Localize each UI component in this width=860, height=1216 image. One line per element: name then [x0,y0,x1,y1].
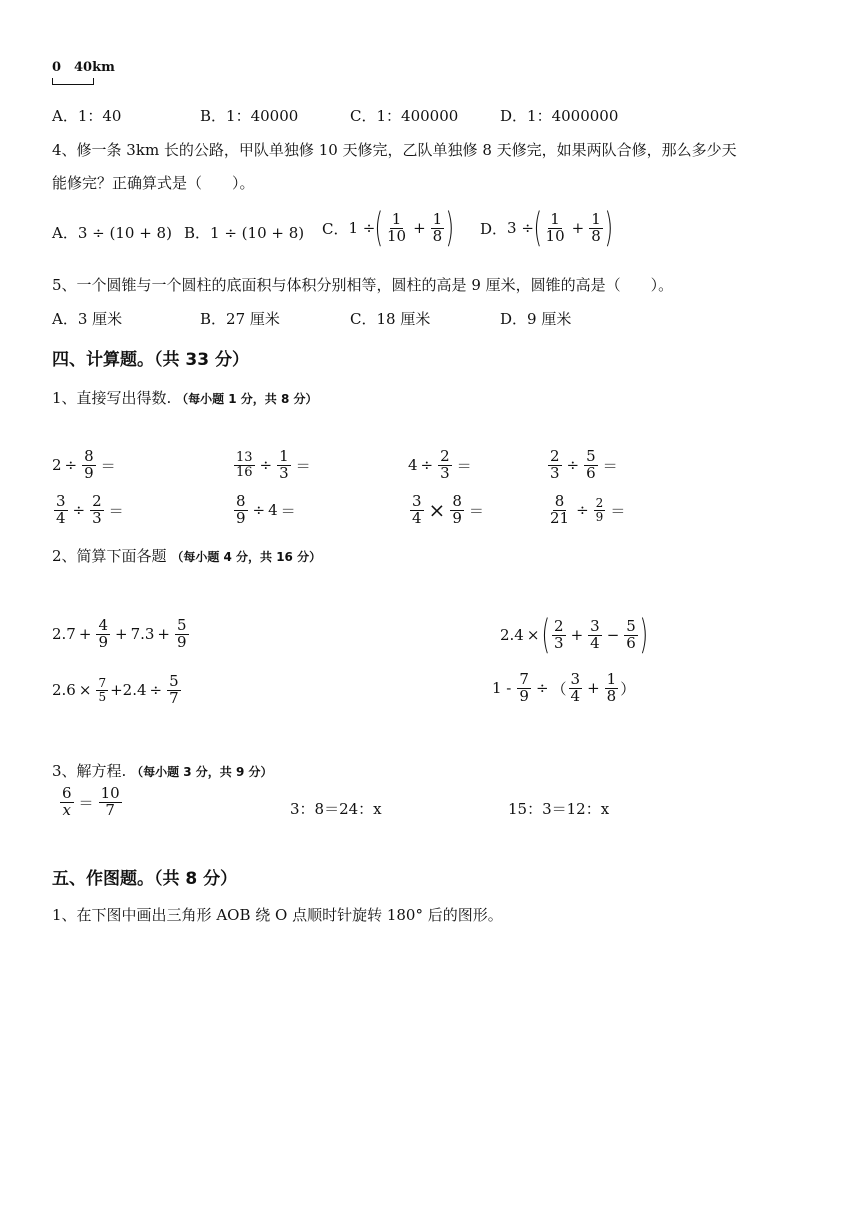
multiply-sign: × [428,498,446,523]
fraction: $\frac{1}{8}$ [432,209,443,245]
part-note: （每小题 3 分，共 9 分） [131,765,273,779]
q5-option-a: A．3 厘米 [52,310,123,328]
option-label: D． [480,219,508,238]
divide-sign: ÷ [566,456,580,475]
scale-zero: 0 [52,60,62,75]
simplify-expr-4 [492,672,635,705]
fraction: $\frac{3}{4}$ [412,492,422,527]
multiply-sign: × [526,626,540,644]
equals-sign: ＝ [280,501,296,520]
simplify-expr-1 [52,618,191,651]
part-label: 2、简算下面各题 [52,547,167,565]
left-paren: ( [533,205,543,251]
option-label: C． [322,219,349,238]
option-prefix: 3 ÷ [507,219,534,237]
right-paren: ） [620,679,636,698]
q3-option-a: A．1：40 [52,107,122,125]
equals-sign: ＝ [610,501,626,520]
q3-option-b: B．1：40000 [200,107,299,125]
right-paren: ) [639,612,648,658]
equation-3: 15：3＝12：x [508,800,610,818]
calc-expr-7 [408,494,487,527]
q5-option-b: B．27 厘米 [200,310,280,328]
fraction: $\frac{1}{3}$ [279,447,289,482]
plus-sign: + [570,626,584,644]
fraction: $\frac{8}{9}$ [236,492,246,527]
scale-bar [52,78,94,85]
q5-option-d: D．9 厘米 [500,310,572,328]
fraction: 3 4 [570,670,581,705]
fraction: 1 10 [545,209,565,245]
number: +2.4 [110,681,147,700]
divide-sign: ÷ [259,456,273,475]
equals-sign: ＝ [100,456,116,475]
equation-1 [58,786,124,819]
minus-sign: − [606,626,620,644]
plus-sign: + [413,219,426,237]
calc-expr-2 [232,449,314,482]
fraction: $\frac{8}{9}$ [84,447,94,482]
section4-title: 四、计算题。（共 33 分） [52,350,249,370]
scale-value: 40km [74,60,115,75]
divide-sign: ÷ [64,456,78,475]
q4-text-line2: 能修完？正确算式是（ ）。 [52,174,255,192]
part-label: 3、解方程. [52,762,127,780]
q4-option-d [480,205,613,251]
fraction: $\frac{3}{4}$ [56,492,66,527]
equation-2: 3：8＝24：x [290,800,382,818]
plus-sign: + [157,625,170,644]
calc-expr-6 [232,494,299,527]
number: 2 [52,456,62,475]
left-paren: ( [541,612,551,658]
calc-expr-3 [408,449,475,482]
part-label: 1、直接写出得数. [52,389,172,407]
left-paren: （ [551,679,567,698]
fraction: 1 10 [386,209,407,245]
q3-option-c: C．1：400000 [350,107,459,125]
fraction: 6 x [62,784,72,819]
simplify-expr-3 [52,674,183,707]
equals-sign: ＝ [468,501,484,520]
number: 7.3 [130,625,155,644]
fraction: $\frac{8}{21}$ [550,492,570,527]
divide-sign: ÷ [252,501,266,520]
left-paren: ( [374,205,384,251]
number: 2.6 [52,681,76,700]
section5-question1: 1、在下图中画出三角形 AOB 绕 O 点顺时针旋转 180° 后的图形。 [52,906,503,924]
option-label: A． [52,224,78,242]
divide-sign: ÷ [576,501,589,520]
q4-option-a [52,222,172,243]
number: 2.7 [52,625,76,644]
fraction: 2 3 [554,616,564,652]
divide-sign: ÷ [535,679,549,698]
fraction: $\frac{5}{6}$ [626,616,636,652]
fraction: $\frac{13}{16}$ [236,450,253,480]
fraction: $\frac{2}{9}$ [595,496,604,524]
plus-sign: + [571,219,585,237]
part-note: （每小题 1 分，共 8 分） [176,392,318,406]
section4-part1-heading [52,387,318,408]
fraction: $\frac{1}{8}$ [591,209,601,245]
fraction: $\frac{2}{3}$ [440,447,450,482]
q4-option-c [322,205,455,251]
plus-sign: + [114,625,128,644]
fraction: $\frac{5}{6}$ [586,447,596,482]
number: 2.4 [500,626,524,644]
fraction: $\frac{5}{7}$ [169,672,179,707]
fraction: $\frac{8}{9}$ [452,492,462,527]
option-prefix: 1 ÷ [348,219,376,237]
q5-option-c: C．18 厘米 [350,310,431,328]
option-expression: 1 ÷ (10 + 8) [210,223,305,242]
calc-expr-8 [546,494,628,527]
fraction: $\frac{4}{9}$ [98,616,108,651]
divide-sign: ÷ [149,681,163,700]
plus-sign: + [587,679,600,698]
section5-title: 五、作图题。（共 8 分） [52,869,238,889]
fraction: $\frac{7}{9}$ [519,670,529,705]
option-label: B． [184,224,211,242]
q4-text-line1: 4、修一条 3km 长的公路，甲队单独修 10 天修完，乙队单独修 8 天修完，如果两队合修，那么多少天 [52,141,737,159]
q4-option-b [184,222,304,243]
section4-part3-heading [52,760,273,781]
fraction: $\frac{2}{3}$ [92,492,102,527]
equals-sign: ＝ [295,456,311,475]
simplify-expr-2 [500,612,648,658]
equals-sign: ＝ [108,501,124,520]
section4-part2-heading [52,545,321,566]
plus-sign: + [78,625,92,644]
calc-expr-5 [52,494,127,527]
number: 4 [408,456,418,475]
right-paren: ) [445,205,455,251]
multiply-sign: × [78,681,92,700]
calc-expr-1 [52,449,119,482]
fraction: $\frac{1}{8}$ [606,670,617,705]
q3-option-d: D．1：4000000 [500,107,619,125]
divide-sign: ÷ [72,501,86,520]
fraction: $\frac{7}{5}$ [98,676,107,704]
equals-sign: ＝ [456,456,472,475]
number: 1 - [492,679,512,698]
calc-expr-4 [546,449,621,482]
equals-sign: ＝ [602,456,618,475]
divide-sign: ÷ [420,456,434,475]
fraction: 10 7 [100,784,120,819]
fraction: $\frac{3}{4}$ [590,616,600,652]
number: 4 [268,501,278,520]
option-expression: 3 ÷ (10 + 8) [77,223,172,242]
fraction: $\frac{5}{9}$ [177,616,187,651]
part-note: （每小题 4 分，共 16 分） [171,550,322,564]
fraction: $\frac{2}{3}$ [550,447,560,482]
right-paren: ) [604,205,613,251]
q5-text: 5、一个圆锥与一个圆柱的底面积与体积分别相等，圆柱的高是 9 厘米，圆锥的高是（ ）。 [52,276,674,294]
equals-sign: ＝ [78,793,94,812]
